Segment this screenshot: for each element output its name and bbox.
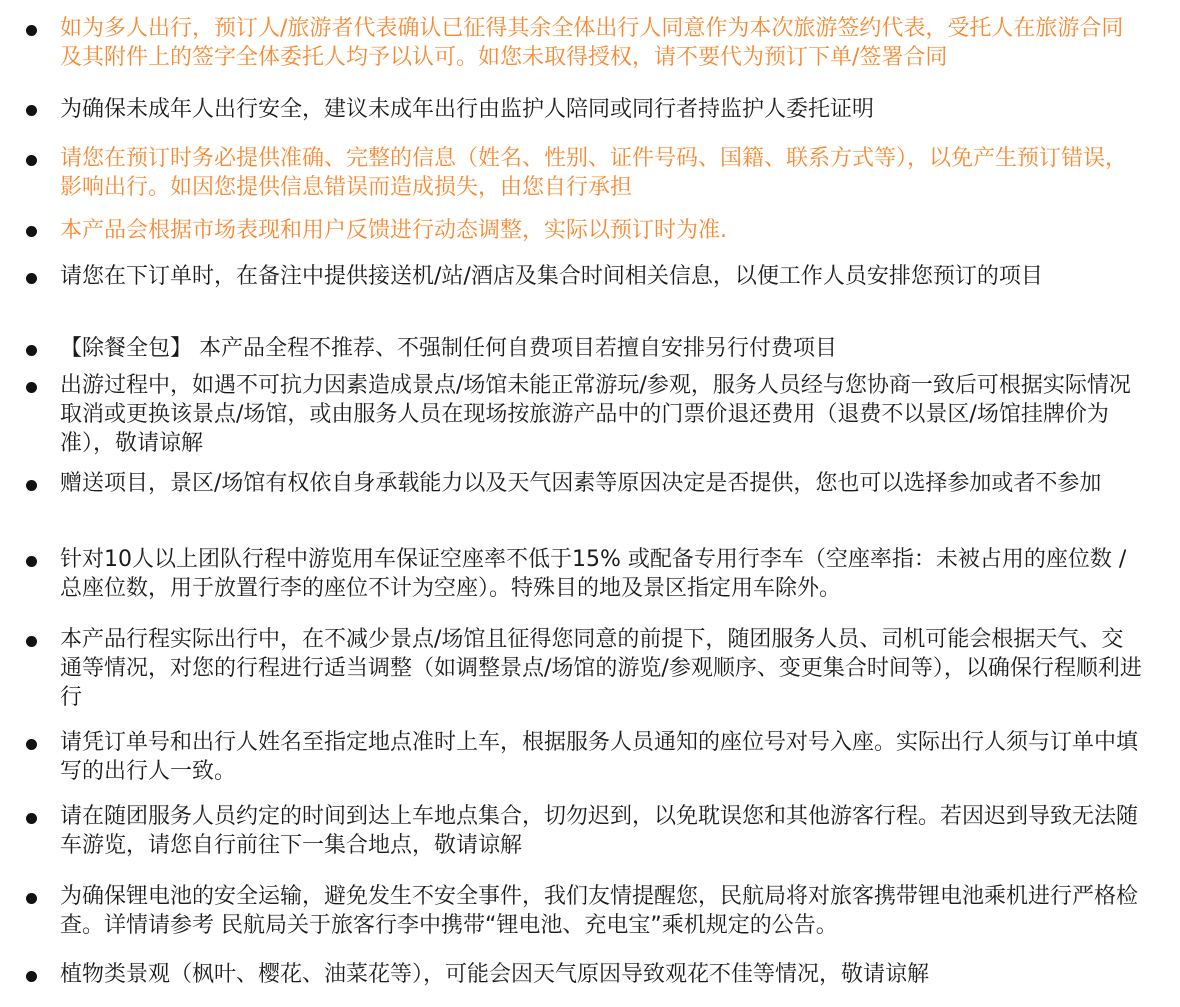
notice-text: 请凭订单号和出行人姓名至指定地点准时上车，根据服务人员通知的座位号对号入座。实际出行人须与订单中填写的出行人一致。 bbox=[60, 730, 1139, 784]
notice-text: 本产品会根据市场表现和用户反馈进行动态调整，实际以预订时为准. bbox=[60, 218, 727, 243]
list-item bbox=[0, 334, 1180, 364]
list-item bbox=[0, 960, 1180, 990]
notice-text: 如为多人出行，预订人/旅游者代表确认已征得其余全体出行人同意作为本次旅游签约代表，受托人在旅游合同及其附件上的签字全体委托人均予以认可。如您未取得授权，请不要代为预订下单/签署合同 bbox=[60, 16, 1124, 70]
notice-text: 本产品行程实际出行中，在不减少景点/场馆且征得您同意的前提下，随团服务人员、司机可能会根据天气、交通等情况，对您的行程进行适当调整（如调整景点/场馆的游览/参观顺序、变更集合时间等），以确保行程顺利进行 bbox=[60, 627, 1142, 710]
bullet-dot-icon bbox=[26, 382, 37, 393]
bullet-dot-icon bbox=[26, 480, 37, 491]
list-item bbox=[0, 144, 1180, 204]
bullet-dot-icon bbox=[26, 345, 37, 356]
bullet-dot-icon bbox=[26, 971, 37, 982]
notice-text: 【除餐全包】 本产品全程不推荐、不强制任何自费项目若擅自安排另行付费项目 bbox=[60, 336, 837, 361]
notice-text: 针对10人以上团队行程中游览用车保证空座率不低于15% 或配备专用行李车（空座率指：未被占用的座位数 / 总座位数，用于放置行李的座位不计为空座）。特殊目的地及景区指定用车除外。 bbox=[60, 547, 1127, 601]
bullet-dot-icon bbox=[26, 556, 37, 567]
notice-text: 赠送项目，景区/场馆有权依自身承载能力以及天气因素等原因决定是否提供，您也可以选择参加或者不参加 bbox=[60, 471, 1102, 496]
bullet-dot-icon bbox=[26, 813, 37, 824]
bullet-dot-icon bbox=[26, 226, 37, 237]
list-item bbox=[0, 545, 1180, 605]
list-item bbox=[0, 262, 1180, 322]
notice-text: 为确保锂电池的安全运输，避免发生不安全事件，我们友情提醒您，民航局将对旅客携带锂电池乘机进行严格检查。详情请参考 民航局关于旅客行李中携带“锂电池、充电宝”乘机规定的公告。 bbox=[60, 884, 1139, 938]
list-item bbox=[0, 728, 1180, 788]
bullet-dot-icon bbox=[26, 25, 37, 36]
list-item bbox=[0, 469, 1180, 529]
notice-text: 请您在下订单时，在备注中提供接送机/站/酒店及集合时间相关信息，以便工作人员安排您预订的项目 bbox=[60, 264, 1043, 289]
list-item bbox=[0, 95, 1180, 125]
list-item bbox=[0, 625, 1180, 715]
bullet-dot-icon bbox=[26, 105, 37, 116]
list-item bbox=[0, 882, 1180, 942]
list-item bbox=[0, 802, 1180, 862]
bullet-dot-icon bbox=[26, 273, 37, 284]
list-item bbox=[0, 216, 1180, 246]
notice-text: 出游过程中，如遇不可抗力因素造成景点/场馆未能正常游玩/参观，服务人员经与您协商一致后可根据实际情况取消或更换该景点/场馆，或由服务人员在现场按旅游产品中的门票价退还费用（退费不以景区/场馆挂牌价为准），敬请谅解 bbox=[60, 373, 1131, 456]
bullet-dot-icon bbox=[26, 155, 37, 166]
notice-text: 请您在预订时务必提供准确、完整的信息（姓名、性别、证件号码、国籍、联系方式等），以免产生预订错误，影响出行。如因您提供信息错误而造成损失，由您自行承担 bbox=[60, 146, 1128, 200]
bullet-dot-icon bbox=[26, 893, 37, 904]
notice-text: 请在随团服务人员约定的时间到达上车地点集合，切勿迟到，以免耽误您和其他游客行程。若因迟到导致无法随车游览，请您自行前往下一集合地点，敬请谅解 bbox=[60, 804, 1139, 858]
list-item bbox=[0, 371, 1180, 461]
list-item bbox=[0, 14, 1180, 74]
bullet-dot-icon bbox=[26, 739, 37, 750]
bullet-dot-icon bbox=[26, 636, 37, 647]
notice-text: 为确保未成年人出行安全，建议未成年出行由监护人陪同或同行者持监护人委托证明 bbox=[60, 97, 875, 122]
notice-text: 植物类景观（枫叶、樱花、油菜花等），可能会因天气原因导致观花不佳等情况，敬请谅解 bbox=[60, 962, 930, 987]
